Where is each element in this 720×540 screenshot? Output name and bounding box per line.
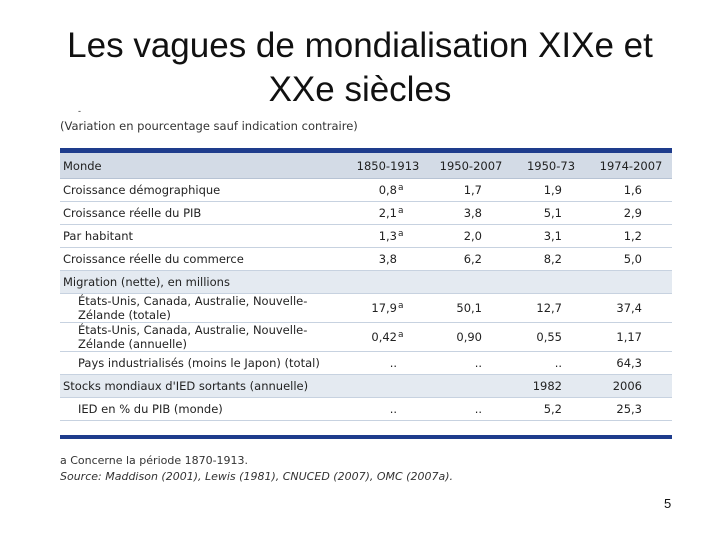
table-row (60, 179, 672, 202)
cell-1850-1913: .. (346, 398, 430, 421)
row-label: Croissance réelle du PIB (60, 202, 346, 225)
small-mark: - (78, 106, 81, 116)
table-row (60, 225, 672, 248)
cell-1850-1913: 1,3$^a$ (346, 225, 430, 248)
footnote-marker: a (398, 301, 404, 311)
cell-1974-2007: 64,3 (590, 352, 672, 375)
footnote-marker: a (398, 183, 404, 193)
table-row (60, 352, 672, 375)
cell-1950-73: 1,9 (512, 179, 590, 202)
cell-1950-2007: 1,7 (430, 179, 512, 202)
slide-title: Les vagues de mondialisation XIXe et XXe siècles (67, 26, 653, 109)
cell-1950-73: 3,1 (512, 225, 590, 248)
table-row-section (60, 271, 672, 294)
cell-1950-2007 (430, 375, 512, 398)
section-label: Stocks mondiaux d'IED sortants (annuelle) (60, 375, 346, 398)
cell-1974-2007: 2,9 (590, 202, 672, 225)
cell-1974-2007: 1,17 (590, 323, 672, 352)
cell-1974-2007: 37,4 (590, 294, 672, 323)
row-label: Croissance réelle du commerce (60, 248, 346, 271)
cell-1974-2007: 5,0 (590, 248, 672, 271)
table-row (60, 398, 672, 421)
source-note: Source: Maddison (2001), Lewis (1981), CNUCED (2007), OMC (2007a). (60, 470, 453, 483)
table-header-row (60, 153, 672, 179)
footnote-marker: a (398, 206, 404, 216)
section-label: Migration (nette), en millions (60, 271, 346, 294)
cell-1850-1913: .. (346, 352, 430, 375)
cell-1850-1913 (346, 375, 430, 398)
cell-1850-1913: 17,9$^a$ (346, 294, 430, 323)
cell-1974-2007: 25,3 (590, 398, 672, 421)
header-monde: Monde (60, 153, 346, 179)
cell-1850-1913: 0,42$^a$ (346, 323, 430, 352)
table-spacer (60, 421, 672, 435)
row-label: États-Unis, Canada, Australie, Nouvelle-Zélande (annuelle) (60, 323, 346, 352)
globalization-table (60, 153, 672, 421)
cell-1950-73: 8,2 (512, 248, 590, 271)
table-notes (60, 453, 672, 485)
footnote-marker: a (398, 330, 404, 340)
table-bottom-rule (60, 435, 672, 439)
cell-1950-73 (512, 271, 590, 294)
table-row-section (60, 375, 672, 398)
footnote-marker: a (398, 229, 404, 239)
row-label: Pays industrialisés (moins le Japon) (total) (60, 352, 346, 375)
table-caption: (Variation en pourcentage sauf indication contraire) (60, 119, 358, 133)
cell-1950-2007: 2,0 (430, 225, 512, 248)
cell-1974-2007: 1,2 (590, 225, 672, 248)
row-label: Croissance démographique (60, 179, 346, 202)
table-row (60, 202, 672, 225)
footnote: a Concerne la période 1870-1913. (60, 454, 249, 467)
header-1974-2007: 1974-2007 (590, 153, 672, 179)
cell-1850-1913: 3,8 (346, 248, 430, 271)
cell-1950-2007 (430, 271, 512, 294)
header-1950-2007: 1950-2007 (430, 153, 512, 179)
table-row (60, 323, 672, 352)
cell-1950-2007: 6,2 (430, 248, 512, 271)
header-1950-73: 1950-73 (512, 153, 590, 179)
cell-1950-2007: 50,1 (430, 294, 512, 323)
cell-1950-73: 5,2 (512, 398, 590, 421)
cell-1850-1913: 2,1$^a$ (346, 202, 430, 225)
cell-1950-2007: 3,8 (430, 202, 512, 225)
cell-1950-73: 0,55 (512, 323, 590, 352)
header-1850-1913: 1850-1913 (346, 153, 430, 179)
cell-1950-73: 12,7 (512, 294, 590, 323)
row-label: États-Unis, Canada, Australie, Nouvelle-Zélande (totale) (60, 294, 346, 323)
data-table-block (60, 116, 672, 485)
cell-1850-1913: 0,8$^a$ (346, 179, 430, 202)
row-label: IED en % du PIB (monde) (60, 398, 346, 421)
cell-1950-2007: .. (430, 352, 512, 375)
cell-1950-73: .. (512, 352, 590, 375)
cell-1974-2007 (590, 271, 672, 294)
cell-1974-2007: 2006 (590, 375, 672, 398)
table-row (60, 248, 672, 271)
cell-1950-2007: 0,90 (430, 323, 512, 352)
cell-1950-73: 1982 (512, 375, 590, 398)
cell-1950-2007: .. (430, 398, 512, 421)
cell-1974-2007: 1,6 (590, 179, 672, 202)
table-row (60, 294, 672, 323)
cell-1850-1913 (346, 271, 430, 294)
cell-1950-73: 5,1 (512, 202, 590, 225)
page-number: 5 (664, 496, 672, 511)
row-label: Par habitant (60, 225, 346, 248)
